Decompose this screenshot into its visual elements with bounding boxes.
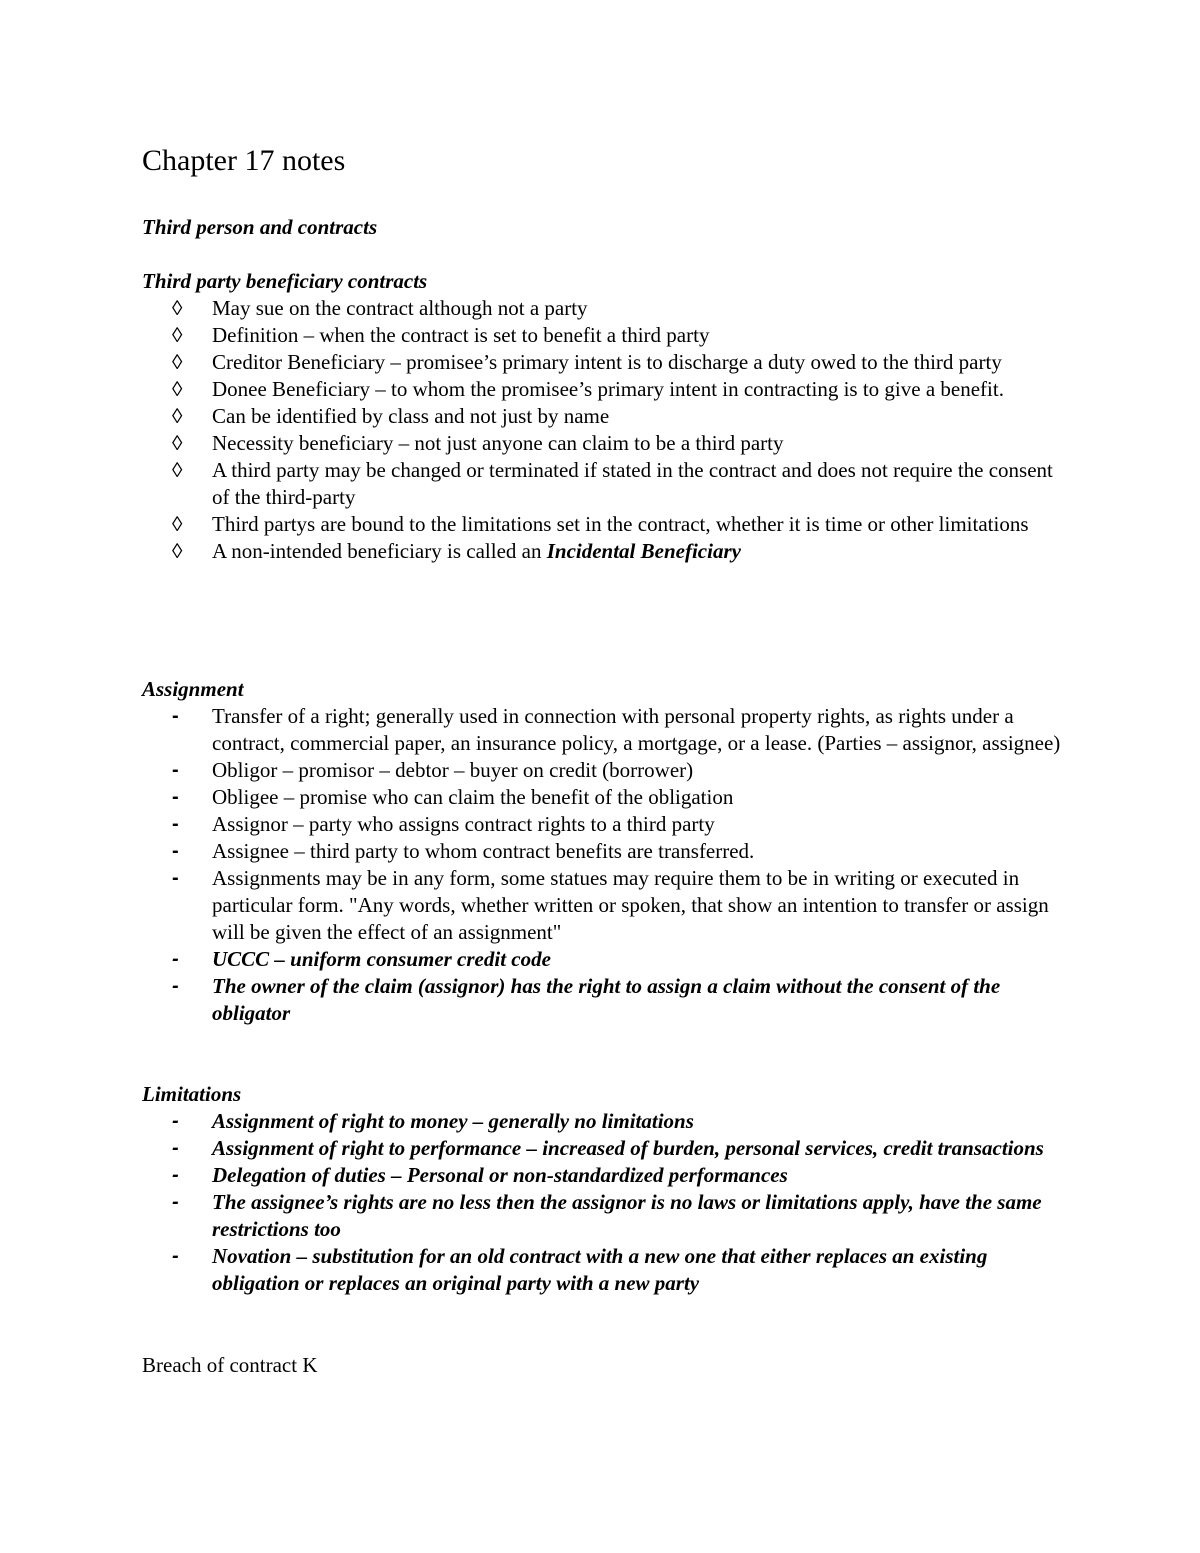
list-item (142, 811, 1072, 838)
list-item (142, 295, 1072, 322)
dash-bullet-icon: - (172, 1164, 179, 1186)
dash-bullet-icon: - (172, 705, 179, 727)
list-item-text: UCCC – uniform consumer credit code (212, 947, 551, 971)
dash-bullet-icon: - (172, 948, 179, 970)
list-item-text: Transfer of a right; generally used in connection with personal property rights, as rights under a contract, commercial paper, an insurance policy, a mortgage, or a lease. (Parties – assignor, assignee) (212, 704, 1061, 755)
list-item (142, 322, 1072, 349)
list-item (142, 703, 1072, 757)
list-item (142, 784, 1072, 811)
list-item (142, 1108, 1072, 1135)
list-item-text: Assignee – third party to whom contract benefits are transferred. (212, 839, 755, 863)
subtitle-heading: Third person and contracts (142, 215, 378, 239)
list-item-text: Donee Beneficiary – to whom the promisee’s primary intent in contracting is to give a benefit. (212, 377, 1004, 401)
list-item-text: Third partys are bound to the limitations set in the contract, whether it is time or other limitations (212, 512, 1029, 536)
diamond-bullet-icon: ◊ (172, 512, 183, 536)
third-party-heading: Third party beneficiary contracts (142, 269, 428, 293)
diamond-bullet-icon: ◊ (172, 539, 183, 563)
dash-bullet-icon: - (172, 1137, 179, 1159)
list-item (142, 838, 1072, 865)
dash-bullet-icon: - (172, 1245, 179, 1267)
diamond-bullet-icon: ◊ (172, 296, 183, 320)
list-item-text: Assignments may be in any form, some statues may require them to be in writing or executed in particular form. "Any words, whether written or spoken, that show an intention to transfer or assign will be given the effect of an assignment" (212, 866, 1049, 944)
list-item (142, 946, 1072, 973)
list-item-text: Assignment of right to money – generally no limitations (212, 1109, 694, 1133)
list-item-text: Can be identified by class and not just by name (212, 404, 610, 428)
list-item (142, 538, 1072, 565)
page-title: Chapter 17 notes (142, 144, 346, 177)
dash-bullet-icon: - (172, 813, 179, 835)
list-item-text: Assignment of right to performance – increased of burden, personal services, credit transactions (212, 1136, 1044, 1160)
diamond-bullet-icon: ◊ (172, 458, 183, 482)
list-item-text: Obligee – promise who can claim the benefit of the obligation (212, 785, 734, 809)
list-item-text: A third party may be changed or terminated if stated in the contract and does not require the consent of the third-party (212, 458, 1053, 509)
list-item (142, 865, 1072, 946)
list-item-text: A non-intended beneficiary is called an (212, 539, 547, 563)
dash-bullet-icon: - (172, 867, 179, 889)
list-item-text: May sue on the contract although not a party (212, 296, 588, 320)
list-item-text: Definition – when the contract is set to benefit a third party (212, 323, 710, 347)
dash-bullet-icon: - (172, 786, 179, 808)
assignment-heading: Assignment (142, 677, 244, 701)
list-item (142, 376, 1072, 403)
list-item-text: Obligor – promisor – debtor – buyer on credit (borrower) (212, 758, 694, 782)
limitations-heading: Limitations (142, 1082, 242, 1106)
third-party-list (142, 295, 1072, 565)
footer-line: Breach of contract K (142, 1353, 318, 1377)
list-item (142, 973, 1072, 1027)
list-item (142, 430, 1072, 457)
diamond-bullet-icon: ◊ (172, 377, 183, 401)
list-item-text: Necessity beneficiary – not just anyone can claim to be a third party (212, 431, 784, 455)
diamond-bullet-icon: ◊ (172, 323, 183, 347)
list-item-text: Novation – substitution for an old contract with a new one that either replaces an existing obligation or replaces an original party with a new party (212, 1244, 988, 1295)
list-item-text: The assignee’s rights are no less then the assignor is no laws or limitations apply, have the same restrictions too (212, 1190, 1042, 1241)
dash-bullet-icon: - (172, 759, 179, 781)
list-item (142, 349, 1072, 376)
list-item (142, 1162, 1072, 1189)
list-item (142, 457, 1072, 511)
list-item-text: The owner of the claim (assignor) has the right to assign a claim without the consent of the obligator (212, 974, 1001, 1025)
dash-bullet-icon: - (172, 1110, 179, 1132)
dash-bullet-icon: - (172, 840, 179, 862)
diamond-bullet-icon: ◊ (172, 431, 183, 455)
diamond-bullet-icon: ◊ (172, 404, 183, 428)
incidental-beneficiary-term: Incidental Beneficiary (546, 539, 741, 563)
list-item (142, 1243, 1072, 1297)
list-item (142, 757, 1072, 784)
assignment-list (142, 703, 1072, 1027)
dash-bullet-icon: - (172, 975, 179, 997)
list-item (142, 403, 1072, 430)
list-item-text: Assignor – party who assigns contract rights to a third party (212, 812, 715, 836)
list-item (142, 1189, 1072, 1243)
diamond-bullet-icon: ◊ (172, 350, 183, 374)
dash-bullet-icon: - (172, 1191, 179, 1213)
list-item-text: Delegation of duties – Personal or non-standardized performances (212, 1163, 788, 1187)
limitations-list (142, 1108, 1072, 1297)
list-item (142, 1135, 1072, 1162)
list-item (142, 511, 1072, 538)
list-item-text: Creditor Beneficiary – promisee’s primary intent is to discharge a duty owed to the third party (212, 350, 1002, 374)
